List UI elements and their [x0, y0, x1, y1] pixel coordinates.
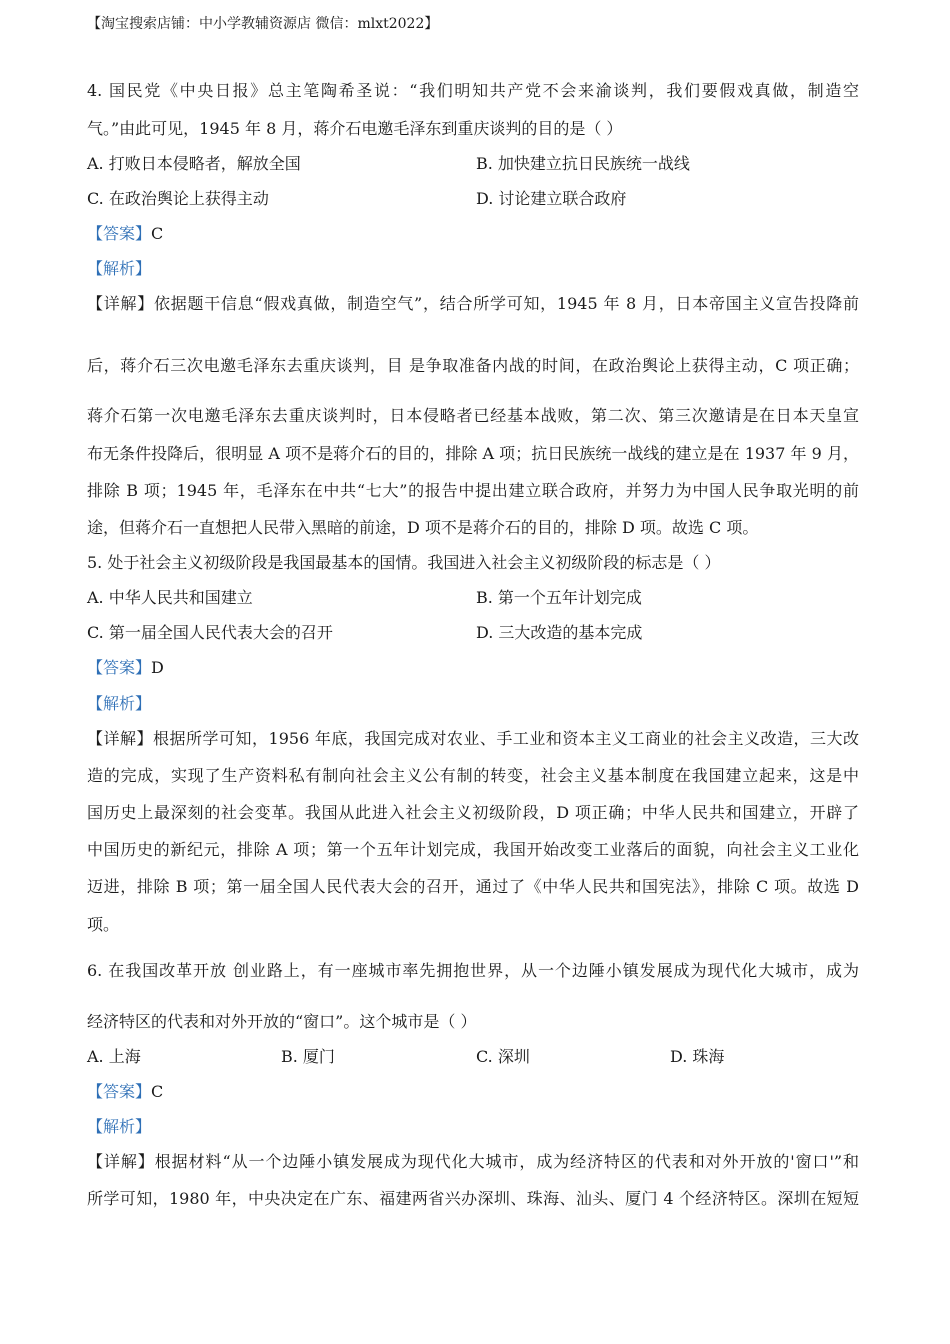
q4-option-c: C. 在政治舆论上获得主动: [87, 189, 269, 208]
q4-stem-line1: 4. 国民党《中央日报》总主笔陶希圣说：“我们明知共产党不会来渝谈判，我们要假戏真做，制造空: [87, 81, 859, 100]
q4-option-d: D. 讨论建立联合政府: [476, 189, 627, 208]
q4-detail-line1: [87, 294, 859, 314]
q6-detail-text1: 根据材料“从一个边陲小镇发展成为现代化大城市，成为经济特区的代表和对外开放的'窗口'”和: [154, 1152, 859, 1171]
detail-tag: 【详解】: [87, 729, 154, 748]
q5-detail-line2: 造的完成，实现了生产资料私有制向社会主义公有制的转变，社会主义基本制度在我国建立起来，这是中: [87, 766, 859, 785]
q5-detail-line6: 项。: [87, 915, 120, 934]
q6-detail-line1: [87, 1152, 859, 1172]
q6-stem-line1: 6. 在我国改革开放 创业路上，有一座城市率先拥抱世界，从一个边陲小镇发展成为现代化大城市，成为: [87, 961, 859, 980]
q5-option-d: D. 三大改造的基本完成: [476, 623, 643, 642]
q6-option-b: B. 厦门: [281, 1047, 335, 1066]
q6-answer-value: C: [151, 1082, 164, 1101]
q5-option-c: C. 第一届全国人民代表大会的召开: [87, 623, 333, 642]
q5-detail-line5: 迈进，排除 B 项；第一届全国人民代表大会的召开，通过了《中华人民共和国宪法》，排除 C 项。故选 D: [87, 877, 859, 896]
q4-stem-line2: 气。”由此可见，1945 年 8 月，蒋介石电邀毛泽东到重庆谈判的目的是（ ）: [87, 119, 623, 138]
q6-option-c: C. 深圳: [476, 1047, 530, 1066]
q6-stem-line2: 经济特区的代表和对外开放的“窗口”。这个城市是（ ）: [87, 1012, 477, 1031]
q4-detail-text1: 依据题干信息“假戏真做，制造空气”，结合所学可知，1945 年 8 月，日本帝国主义宣告投降前: [153, 294, 859, 313]
q5-detail-line3: 国历史上最深刻的社会变革。我国从此进入社会主义初级阶段，D 项正确；中华人民共和国建立，开辟了: [87, 803, 859, 822]
detail-tag: 【详解】: [87, 294, 154, 313]
q4-detail-line2: 后，蒋介石三次电邀毛泽东去重庆谈判，目 是争取准备内战的时间，在政治舆论上获得主动，C 项正确；: [87, 356, 859, 375]
q6-analysis-tag: 【解析】: [87, 1117, 152, 1136]
q4-detail-line5: 排除 B 项；1945 年，毛泽东在中共“七大”的报告中提出建立联合政府，并努力为中国人民争取光明的前: [87, 481, 859, 500]
q4-detail-line6: 途，但蒋介石一直想把人民带入黑暗的前途，D 项不是蒋介石的目的，排除 D 项。故选 C 项。: [87, 518, 759, 537]
q5-answer-value: D: [151, 658, 164, 677]
q4-detail-line4: 布无条件投降后，很明显 A 项不是蒋介石的目的，排除 A 项；抗日民族统一战线的建立是在 1937 年 9 月，: [87, 444, 859, 463]
q5-analysis-tag: 【解析】: [87, 694, 152, 713]
answer-tag: 【答案】: [87, 224, 152, 243]
q5-detail-text1: 根据所学可知，1956 年底，我国完成对农业、手工业和资本主义工商业的社会主义改造，三大改: [153, 729, 859, 748]
answer-tag: 【答案】: [87, 658, 152, 677]
q4-answer: [87, 224, 163, 244]
detail-tag: 【详解】: [87, 1152, 155, 1171]
q5-option-a: A. 中华人民共和国建立: [87, 588, 253, 607]
q4-answer-value: C: [151, 224, 164, 243]
q5-detail-line4: 中国历史的新纪元，排除 A 项；第一个五年计划完成，我国开始改变工业落后的面貌，向社会主义工业化: [87, 840, 859, 859]
q5-option-b: B. 第一个五年计划完成: [476, 588, 642, 607]
q4-option-a: A. 打败日本侵略者，解放全国: [87, 154, 301, 173]
q6-answer: [87, 1082, 163, 1102]
q4-detail-line3: 蒋介石第一次电邀毛泽东去重庆谈判时，日本侵略者已经基本战败，第二次、第三次邀请是在日本天皇宣: [87, 406, 859, 425]
q6-detail-line2: 所学可知，1980 年，中央决定在广东、福建两省兴办深圳、珠海、汕头、厦门 4 个经济特区。深圳在短短: [87, 1189, 859, 1208]
q5-answer: [87, 658, 164, 678]
q6-option-d: D. 珠海: [670, 1047, 725, 1066]
q5-stem: 5. 处于社会主义初级阶段是我国最基本的国情。我国进入社会主义初级阶段的标志是（ ）: [87, 553, 721, 572]
q4-option-b: B. 加快建立抗日民族统一战线: [476, 154, 690, 173]
q4-analysis-tag: 【解析】: [87, 259, 152, 278]
answer-tag: 【答案】: [87, 1082, 152, 1101]
page-header: 【淘宝搜索店铺：中小学教辅资源店 微信：mlxt2022】: [87, 16, 439, 32]
q5-detail-line1: [87, 729, 859, 749]
q6-option-a: A. 上海: [87, 1047, 141, 1066]
